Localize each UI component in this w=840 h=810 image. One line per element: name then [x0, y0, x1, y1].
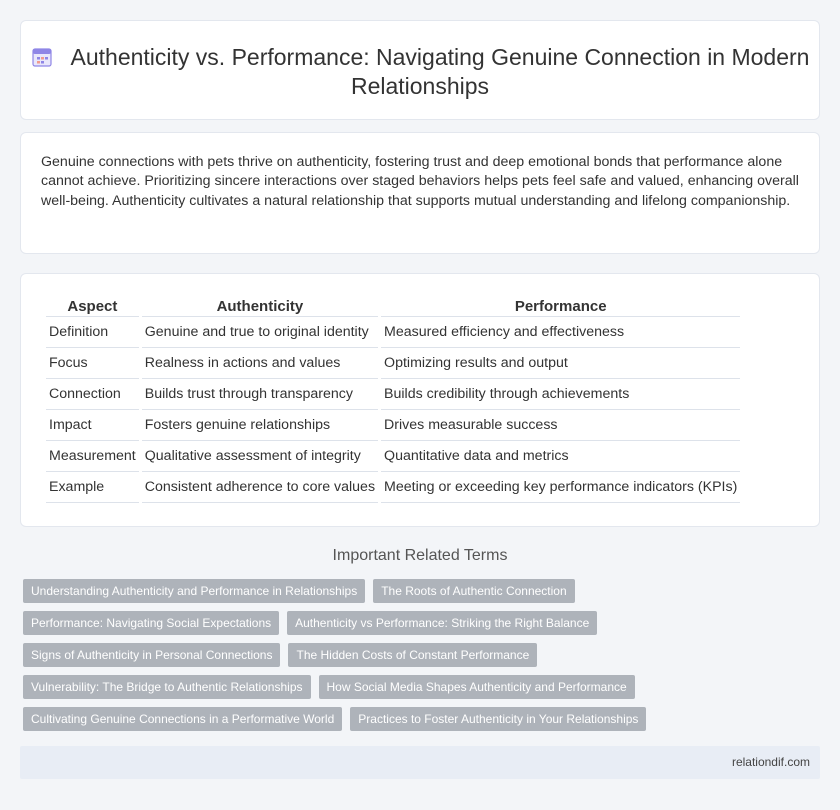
table-cell: Quantitative data and metrics — [381, 441, 740, 472]
table-row — [46, 441, 740, 472]
table-row — [46, 317, 740, 348]
related-term-tag[interactable]: How Social Media Shapes Authenticity and Performance — [319, 675, 635, 699]
table-cell: Connection — [46, 379, 139, 410]
intro-card — [20, 132, 820, 254]
related-term-tag[interactable]: Signs of Authenticity in Personal Connections — [23, 643, 280, 667]
related-term-tag[interactable]: Cultivating Genuine Connections in a Performative World — [23, 707, 342, 731]
table-cell: Realness in actions and values — [142, 348, 378, 379]
page-title — [21, 43, 819, 101]
footer — [20, 746, 820, 779]
table-cell: Measured efficiency and effectiveness — [381, 317, 740, 348]
table-cell: Definition — [46, 317, 139, 348]
related-term-tag[interactable]: Practices to Foster Authenticity in Your Relationships — [350, 707, 646, 731]
footer-site-link[interactable]: relationdif.com — [731, 755, 810, 769]
tag-row — [23, 643, 663, 667]
table-cell: Builds credibility through achievements — [381, 379, 740, 410]
intro-paragraph: Genuine connections with pets thrive on authenticity, fostering trust and deep emotional bonds that performance alone cannot achieve. Prioritizing sincere interactions over staged behaviors helps pets feel safe and valued, enhancing overall well-being. Authenticity cultivates a natural relationship that supports mutual understanding and lifelong companionship. — [41, 154, 799, 209]
comparison-table-card — [20, 273, 820, 527]
related-terms-heading: Important Related Terms — [332, 547, 508, 564]
related-term-tag[interactable]: Vulnerability: The Bridge to Authentic Relationships — [23, 675, 311, 699]
tag-row — [23, 611, 663, 635]
related-term-tag[interactable]: Authenticity vs Performance: Striking the Right Balance — [287, 611, 597, 635]
tag-row — [23, 579, 663, 603]
header-performance: Performance — [381, 296, 740, 317]
header-authenticity: Authenticity — [142, 296, 378, 317]
table-header-row — [46, 296, 740, 317]
table-cell: Impact — [46, 410, 139, 441]
tag-row — [23, 707, 663, 731]
table-cell: Focus — [46, 348, 139, 379]
table-cell: Example — [46, 472, 139, 503]
tag-row — [23, 675, 663, 699]
title-card — [20, 20, 820, 120]
table-cell: Optimizing results and output — [381, 348, 740, 379]
table-row — [46, 348, 740, 379]
table-cell: Meeting or exceeding key performance indicators (KPIs) — [381, 472, 740, 503]
table-cell: Builds trust through transparency — [142, 379, 378, 410]
table-row — [46, 472, 740, 503]
page-title-text: Authenticity vs. Performance: Navigating Genuine Connection in Modern Relationships — [70, 44, 810, 99]
table-cell: Genuine and true to original identity — [142, 317, 378, 348]
table-cell: Consistent adherence to core values — [142, 472, 378, 503]
table-cell: Drives measurable success — [381, 410, 740, 441]
related-term-tag[interactable]: Understanding Authenticity and Performance in Relationships — [23, 579, 365, 603]
header-aspect: Aspect — [46, 296, 139, 317]
related-term-tag[interactable]: The Roots of Authentic Connection — [373, 579, 574, 603]
table-cell: Fosters genuine relationships — [142, 410, 378, 441]
related-terms-list — [23, 579, 663, 739]
related-term-tag[interactable]: The Hidden Costs of Constant Performance — [288, 643, 537, 667]
table-row — [46, 410, 740, 441]
related-term-tag[interactable]: Performance: Navigating Social Expectations — [23, 611, 279, 635]
table-row — [46, 379, 740, 410]
table-cell: Qualitative assessment of integrity — [142, 441, 378, 472]
calendar-icon — [31, 46, 53, 68]
comparison-table — [43, 296, 743, 503]
table-cell: Measurement — [46, 441, 139, 472]
